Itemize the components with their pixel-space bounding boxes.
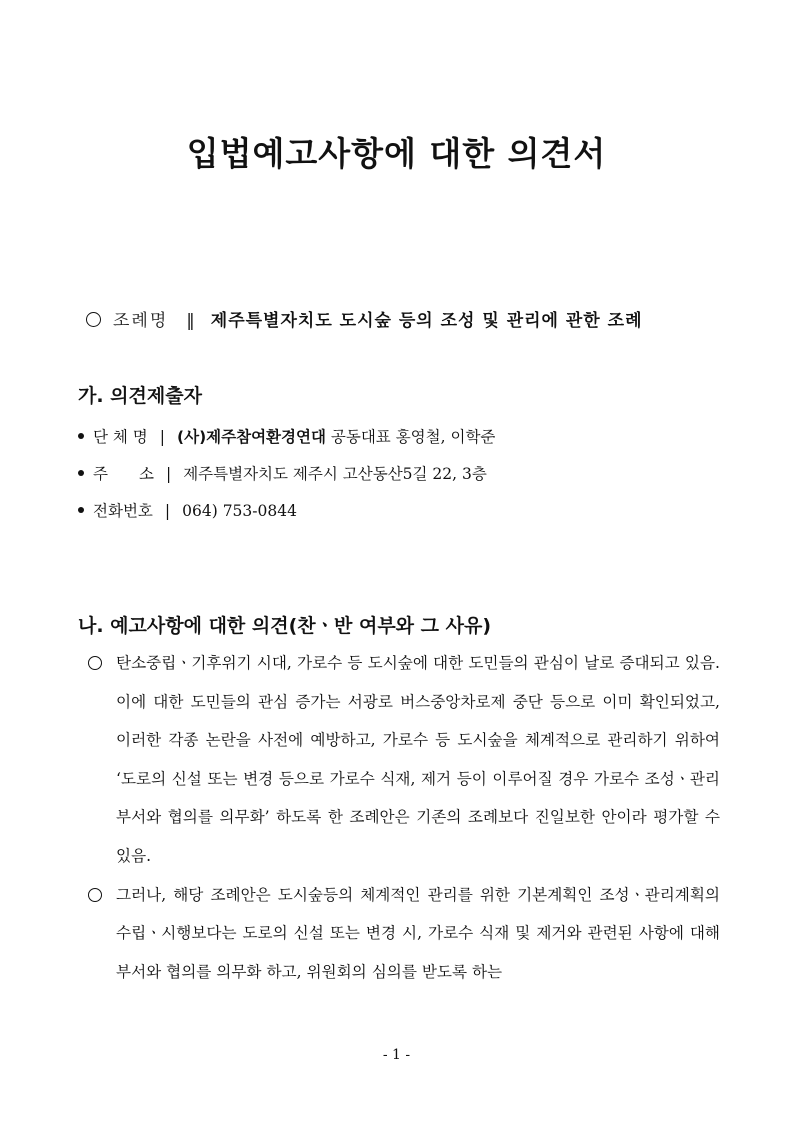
- info-key: 전화번호: [93, 502, 153, 520]
- section-a-heading: 가. 의견제출자: [78, 385, 202, 407]
- info-key: 단 체 명: [93, 428, 148, 446]
- opinion-paragraph: [84, 876, 720, 992]
- info-value: 공동대표 홍영철, 이학준: [330, 428, 496, 446]
- hollow-circle-bullet-icon: [86, 312, 101, 327]
- opinion-paragraph-text: 탄소중립ㆍ기후위기 시대, 가로수 등 도시숲에 대한 도민들의 관심이 날로 증대되고 있음. 이에 대한 도민들의 관심 증가는 서광로 버스중앙차로제 중단 등으로 이미 확인되었고, 이러한 각종 논란을 사전에 예방하고, 가로수 등 도시숲을 체계적으로 관리하기 위하여 ‘도로의 신설 또는 변경 등으로 가로수 식재, 제거 등이 이루어질 경우 가로수 조성ㆍ관리 부서와 협의를 의무화’ 하도록 한 조례안은 기존의 조례보다 진일보한 안이라 평가할 수 있음.: [116, 654, 720, 865]
- opinion-paragraph-text: 그러나, 해당 조례안은 도시숲등의 체계적인 관리를 위한 기본계획인 조성ㆍ관리계획의 수립ㆍ시행보다는 도로의 신설 또는 변경 시, 가로수 식재 및 제거와 관련된 사항에 대해 부서와 협의를 의무화 하고, 위원회의 심의를 받도록 하는: [116, 885, 720, 981]
- info-value: 제주특별자치도 제주시 고산동산5길 22, 3층: [183, 465, 487, 483]
- hollow-circle-bullet-icon: [88, 888, 102, 902]
- bullet-dot-icon: [78, 470, 84, 476]
- info-separator: |: [159, 428, 166, 446]
- info-row-organization: [78, 425, 495, 447]
- section-b-heading: 나. 예고사항에 대한 의견(찬ㆍ반 여부와 그 사유): [78, 615, 492, 637]
- info-key: 주 소: [93, 465, 154, 483]
- info-separator: |: [165, 465, 172, 483]
- info-separator: |: [164, 502, 171, 520]
- ordinance-separator: ‖: [186, 311, 195, 331]
- info-row-address: [78, 462, 487, 484]
- document-title: 입법예고사항에 대한 의견서: [186, 134, 607, 173]
- hollow-circle-bullet-icon: [88, 656, 102, 670]
- ordinance-line: [86, 306, 643, 331]
- page-number: - 1 -: [382, 1047, 411, 1063]
- ordinance-name: 제주특별자치도 도시숲 등의 조성 및 관리에 관한 조례: [210, 311, 643, 331]
- bullet-dot-icon: [78, 507, 84, 513]
- info-value: 064) 753-0844: [182, 502, 297, 520]
- organization-name: (사)제주참여환경연대: [177, 428, 326, 446]
- info-row-phone: [78, 499, 297, 521]
- ordinance-label: 조례명: [113, 311, 169, 331]
- opinion-body: [84, 644, 720, 991]
- bullet-dot-icon: [78, 433, 84, 439]
- opinion-paragraph: [84, 644, 720, 876]
